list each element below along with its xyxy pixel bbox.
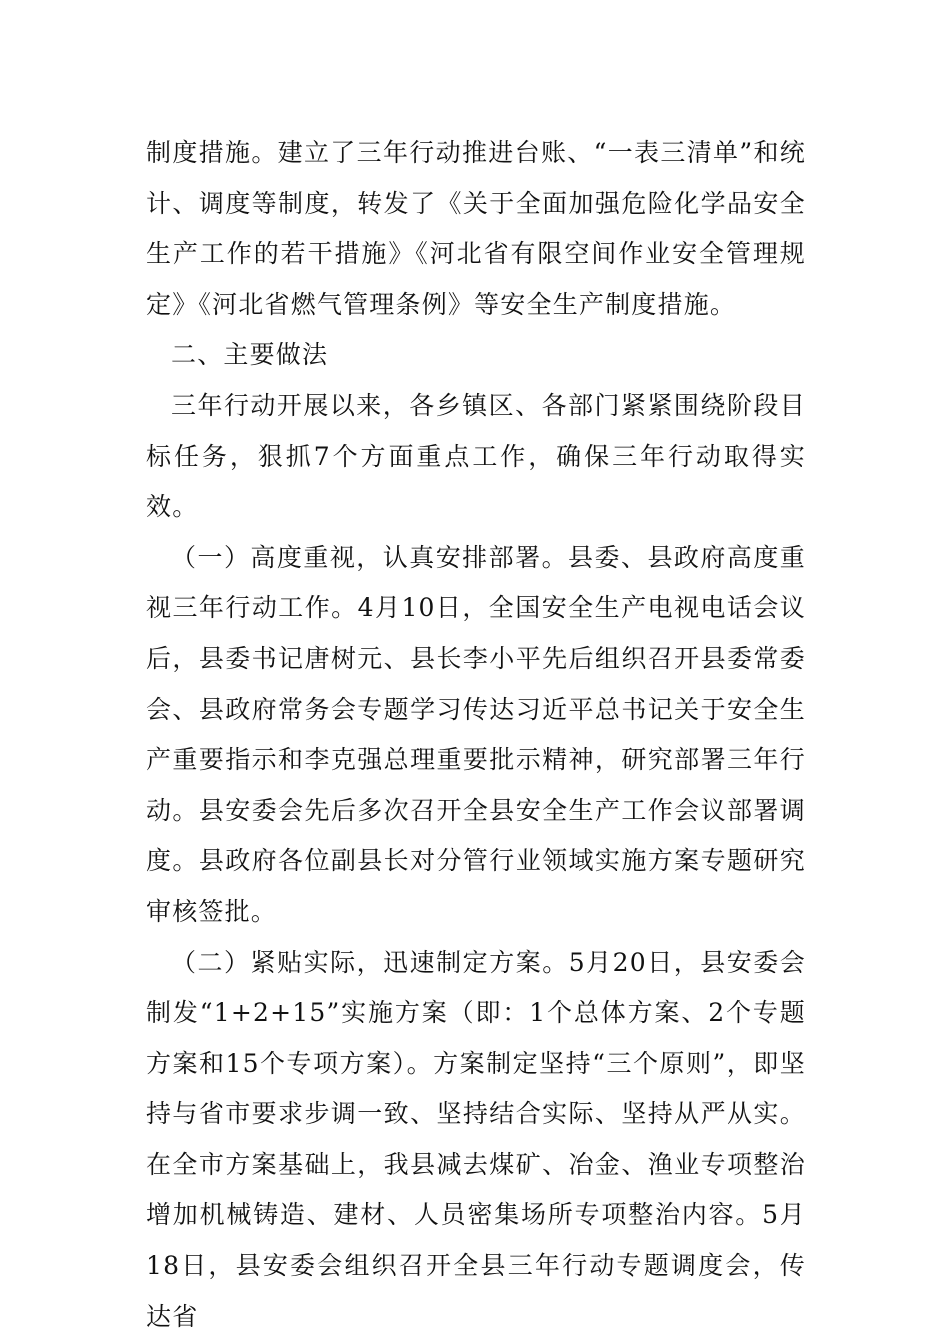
paragraph-measures-continued: 制度措施。建立了三年行动推进台账、“一表三清单”和统计、调度等制度，转发了《关于全面加强危险化学品安全生产工作的若干措施》《河北省有限空间作业安全管理规定》《河北省燃气管理条例》等安全生产制度措施。 xyxy=(146,138,806,319)
paragraph-overview: 三年行动开展以来，各乡镇区、各部门紧紧围绕阶段目标任务，狠抓7个方面重点工作，确保三年行动取得实效。 xyxy=(146,390,806,522)
document-body xyxy=(146,128,806,1342)
section-heading-main-practices: 二、主要做法 xyxy=(171,340,329,370)
paragraph-section-two: （二）紧贴实际，迅速制定方案。5月20日，县安委会制发“1+2+15”实施方案（即：1个总体方案、2个专题方案和15个专项方案）。方案制定坚持“三个原则”，即坚持与省市要求步调一致、坚持结合实际、坚持从严从实。在全市方案基础上，我县减去煤矿、冶金、渔业专项整治增加机械铸造、建材、人员密集场所专项整治内容。5月18日，县安委会组织召开全县三年行动专题调度会，传达省 xyxy=(146,947,806,1331)
paragraph-section-one: （一）高度重视，认真安排部署。县委、县政府高度重视三年行动工作。4月10日，全国安全生产电视电话会议后，县委书记唐树元、县长李小平先后组织召开县委常委会、县政府常务会专题学习传达习近平总书记关于安全生产重要指示和李克强总理重要批示精神，研究部署三年行动。县安委会先后多次召开全县安全生产工作会议部署调度。县政府各位副县长对分管行业领域实施方案专题研究审核签批。 xyxy=(146,542,806,926)
